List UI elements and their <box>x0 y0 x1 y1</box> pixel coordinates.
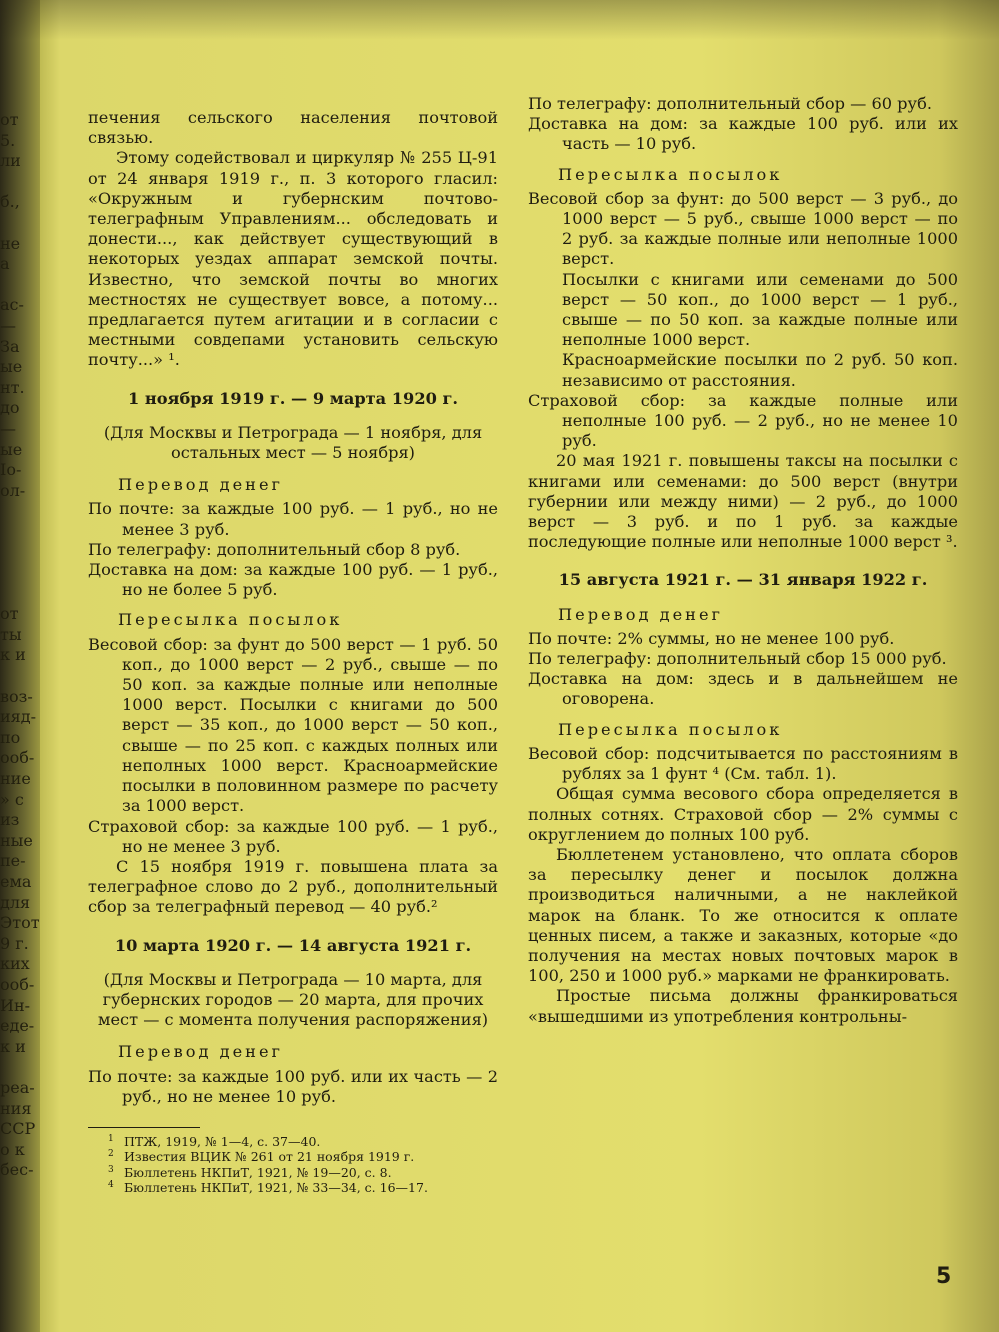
money-item: Доставка на дом: за каждые 100 руб. или их часть — 10 руб. <box>528 114 958 154</box>
spill-fragment: из <box>0 810 20 830</box>
period-heading-2: 10 марта 1920 г. — 14 августа 1921 г. <box>114 935 472 955</box>
spill-fragment: ема <box>0 871 32 891</box>
after-paragraph: С 15 ноября 1919 г. повышена плата за телеграфное слово до 2 руб., дополнительный сбор за телеграфный перевод — 40 руб.² <box>88 856 498 917</box>
spill-fragment: пе- <box>0 851 26 871</box>
footnote-text: Бюллетень НКПиТ, 1921, № 19—20, с. 8. <box>124 1164 392 1180</box>
spill-fragment: ли <box>0 151 21 171</box>
money-item: Доставка на дом: здесь и в дальнейшем не оговорена. <box>528 669 958 709</box>
spill-fragment: ты <box>0 624 22 644</box>
money-item: По почте: за каждые 100 руб. или их часть — 2 руб., но не менее 10 руб. <box>88 1066 498 1106</box>
spill-fragment: ол- <box>0 480 26 500</box>
spill-fragment: ые <box>0 439 23 459</box>
spill-fragment: ияд- <box>0 707 37 727</box>
period-note-1: (Для Москвы и Петрограда — 1 ноября, для остальных мест — 5 ноября) <box>103 422 483 463</box>
money-item: По телеграфу: дополнительный сбор 15 000 руб. <box>528 649 947 669</box>
footnote-text: Известия ВЦИК № 261 от 21 ноября 1919 г. <box>124 1149 415 1165</box>
spill-fragment <box>0 563 38 584</box>
body-paragraph: Общая сумма весового сбора определяется в полных сотнях. Страховой сбор — 2% суммы с округлением до полных 100 руб. <box>528 784 958 844</box>
spill-fragment <box>0 213 38 234</box>
spill-fragment: ния <box>0 1098 32 1118</box>
spill-fragment: нт. <box>0 377 25 397</box>
section-title-money: Перевод денег <box>118 475 284 495</box>
spill-fragment: 9 г. <box>0 933 29 953</box>
spill-fragment: 5. <box>0 130 16 150</box>
parcel-item-army: Красноармейские посылки по 2 руб. 50 коп. независимо от расстояния. <box>562 350 958 390</box>
section-title-parcels: Пересылка посылок <box>558 164 783 184</box>
spill-fragment: ких <box>0 954 30 974</box>
spill-fragment: к и <box>0 645 26 665</box>
section-title-money: Перевод денег <box>558 604 724 624</box>
footnote-text: ПТЖ, 1919, № 1—4, с. 37—40. <box>124 1133 321 1149</box>
spill-fragment: бес- <box>0 1160 34 1180</box>
spill-fragment <box>0 172 38 193</box>
footnote <box>88 1134 498 1150</box>
spill-fragment: до <box>0 398 20 418</box>
spill-fragment: по <box>0 727 21 747</box>
spill-fragment: а <box>0 254 10 274</box>
spill-fragment: Ин- <box>0 995 31 1015</box>
footnote <box>88 1165 498 1181</box>
footnote-mark: 4 <box>108 1180 114 1191</box>
spill-fragment <box>0 275 38 296</box>
footnote-mark: 3 <box>108 1164 114 1175</box>
spill-fragment: не <box>0 233 21 253</box>
left-column <box>88 108 498 1196</box>
money-item: По почте: 2% суммы, но не менее 100 руб. <box>528 628 895 648</box>
spill-fragment: воз- <box>0 686 33 706</box>
may-paragraph: 20 мая 1921 г. повышены таксы на посылки с книгами или семенами: до 500 верст (внутри губернии или между ними) — 2 руб., до 1000 верст — 3 руб. и по 1 руб. за каждые последующие полные или неполные 1000 верст ³. <box>528 451 958 552</box>
spill-fragment: ные <box>0 830 33 850</box>
spill-fragment <box>0 584 38 605</box>
intro-paragraph-1: печения сельского населения почтовой связью. <box>88 108 498 148</box>
money-item: По почте: за каждые 100 руб. — 1 руб., но не менее 3 руб. <box>88 499 498 539</box>
body-paragraph: Простые письма должны франкироваться «вышедшими из употребления контрольны- <box>528 986 958 1026</box>
spill-fragment <box>0 542 38 563</box>
spill-fragment: б., <box>0 192 20 212</box>
parcel-item: Весовой сбор: за фунт до 500 верст — 1 руб. 50 коп., до 1000 верст — 2 руб., свыше — по 50 коп. за каждые полные или неполные 1000 верст. Посылки с книгами до 500 верст — 35 коп., до 1000 верст — 50 коп., свыше — по 25 коп. с каждых полных или неполных 1000 верст. Красноармейские посылки в половинном размере по расчету за 1000 верст. <box>88 634 498 816</box>
spill-fragment: ооб- <box>0 748 35 768</box>
spill-fragment: — <box>0 315 16 335</box>
spill-fragment: ние <box>0 769 31 788</box>
spill-fragment: За <box>0 336 20 356</box>
spill-fragment: Этот <box>0 913 40 933</box>
page-number: 5 <box>936 1264 952 1289</box>
spill-fragment: Io- <box>0 460 22 480</box>
spill-fragment: от <box>0 604 19 624</box>
intro-paragraph-2: Этому содействовал и циркуляр № 255 Ц-91 от 24 января 1919 г., п. 3 которого гласил: «Окружным и губернским почтово-телеграфным Управлениям... обследовать и донести..., как действует существующий в некоторых уездах аппарат земской почты. Известно, что земской почты во многих местностях не существует вовсе, а потому... предлагается путем агитации и в согласии с местными совдепами установить сельскую почту...» ¹. <box>88 148 498 370</box>
left-page-spill <box>0 110 38 1181</box>
section-title-parcels: Пересылка посылок <box>558 719 783 739</box>
period-heading-1: 1 ноября 1919 г. — 9 марта 1920 г. <box>127 388 459 408</box>
spill-fragment <box>0 1057 38 1078</box>
spill-fragment: ые <box>0 357 23 377</box>
money-item: По телеграфу: дополнительный сбор 8 руб. <box>88 539 461 559</box>
footnote <box>88 1149 498 1165</box>
right-column <box>528 94 958 1027</box>
body-paragraph: Бюллетенем установлено, что оплата сборов за пересылку денег и посылок должна производиться наличными, а не наклейкой марок на бланк. То же относится к оплате ценных писем, а также и заказных, которые «до получения на местах новых почтовых марок в 100, 250 и 1000 руб.» марками не франкировать. <box>528 844 958 986</box>
footnote-mark: 1 <box>108 1133 114 1144</box>
spill-fragment: от <box>0 110 19 129</box>
spill-fragment: ССР <box>0 1119 36 1139</box>
spill-fragment: » с <box>0 789 24 809</box>
money-item: Доставка на дом: за каждые 100 руб. — 1 руб., но не более 5 руб. <box>88 560 498 600</box>
spill-fragment <box>0 501 38 522</box>
parcel-item: Весовой сбор за фунт: до 500 верст — 3 руб., до 1000 верст — 5 руб., свыше 1000 верст — по 2 руб. за каждые полные или неполные 1000 верст. <box>528 188 958 269</box>
spill-fragment: реа- <box>0 1077 35 1097</box>
spill-fragment: для <box>0 892 31 912</box>
footnote <box>88 1180 498 1196</box>
footnote-rule <box>88 1127 200 1128</box>
spill-fragment: ооб- <box>0 974 35 994</box>
period-heading-3: 15 августа 1921 г. — 31 января 1922 г. <box>558 570 928 590</box>
footnote-mark: 2 <box>108 1149 114 1160</box>
spill-fragment: о к <box>0 1139 25 1159</box>
parcel-item: Весовой сбор: подсчитывается по расстояниям в рублях за 1 фунт ⁴ (См. табл. 1). <box>528 743 958 784</box>
parcel-item: Страховой сбор: за каждые 100 руб. — 1 руб., но не менее 3 руб. <box>88 816 498 856</box>
spill-fragment <box>0 666 38 687</box>
section-title-money: Перевод денег <box>118 1042 284 1062</box>
spill-fragment <box>0 522 38 543</box>
top-shadow <box>0 0 999 40</box>
section-title-parcels: Пересылка посылок <box>118 610 343 630</box>
money-item: По телеграфу: дополнительный сбор — 60 руб. <box>528 94 932 113</box>
parcel-item: Страховой сбор: за каждые полные или неполные 100 руб. — 2 руб., но не менее 10 руб. <box>528 390 958 451</box>
period-note-2: (Для Москвы и Петрограда — 10 марта, для губернских городов — 20 марта, для прочих мест — с момента получения распоряжения) <box>97 969 489 1030</box>
spill-fragment: к и <box>0 1036 26 1056</box>
footnote-text: Бюллетень НКПиТ, 1921, № 33—34, с. 16—17. <box>124 1180 428 1196</box>
spill-fragment: ас- <box>0 295 24 315</box>
spill-fragment: еде- <box>0 1016 35 1036</box>
spill-fragment: — <box>0 418 16 438</box>
parcel-item-books: Посылки с книгами или семенами до 500 верст — 50 коп., до 1000 верст — 1 руб., свыше — по 50 коп. за каждые полные или неполные 1000 верст. <box>562 269 958 350</box>
